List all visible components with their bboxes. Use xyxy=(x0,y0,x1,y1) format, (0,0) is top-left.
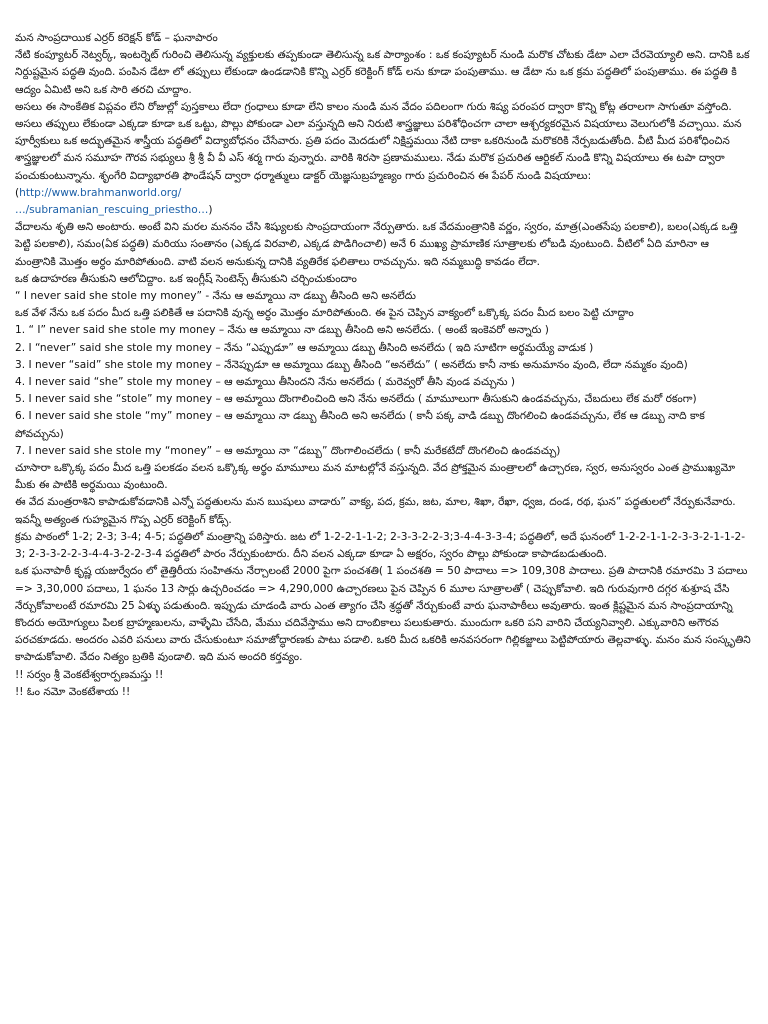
ghanapathi-paragraph: ఒక ఘనాపాఠీ కృష్ణ యజుర్వేదం లో తైత్తిరీయ సంహితను నేర్చాలంటే 2000 పైగా పంచశతి( 1 పంచశతి = 50 పాదాలు => 109,308 పాదాలు. ప్రతి పాదానికి రమారమి 3 పదాలు => 3,30,000 పదాలు, 1 ఘనం 13 సార్లు ఉచ్చరించడం => 4,290,000 ఉచ్చారణలు పైన చెప్పిన 6 మూల సూత్రాలతో ( చెప్పుకోవాలి. ఇది గురువుగారి దగ్గర శుశ్రూష చేసి నేర్చుకోవాలంటే రమారమి 25 ఏళ్ళు పడుతుంది. ఇప్పుడు చూడండి వారు ఎంత త్యాగం చేసి శ్రద్ధతో నేర్చుకుంటే వారు ఘనాపాఠీలు అవుతారు. ఇంత క్లిష్టమైన మన సాంప్రదాయాన్ని కొందరు అయోగ్యులు పిలక బ్రాహ్మణులను, వాళ్ళేమి చేసేది, మేము చదివేస్తాము అని దాంబికాలు పలుకుతారు. ముందుగా ఒకరి పని వారిని చేయ్యనివ్వాలి. ఎక్కువారిని అగౌరవ పరచకూడదు. అందరం ఎవరి పనులు వారు చేసుకుంటూ సమాజోద్ధారణకు పాటు పడాలి. ఒకరి మీద ఒకరికి అనవసరంగా గిల్లికజ్జాలు పెట్టిపోయారు తెల్లవాళ్ళు. మనం మన సంస్కృతిని కాపాడుకోవాలి. వేదం నిత్యం బ్రతికి వుండాలి. ఇది మన అందరి కర్తవ్యం. xyxy=(15,565,751,664)
example-item: 5. I never said she “stole” my money – ఆ అమ్మాయి దొంగాలించింది అని నేను అనలేదు ( మామూలుగా తీసుకుని ఉండవచ్చును, చేబదులు లేక మరో రకంగా) xyxy=(15,393,697,406)
krama-paragraph: క్రమ పాఠంలో 1-2; 2-3; 3-4; 4-5; పద్ధతిలో మంత్రాన్ని పఠిస్తారు. జట లో 1-2-2-1-1-2; 2-3-3-2-2-3;3-4-4-3-3-4; పద్ధతిలో, అదే ఘనంలో 1-2-2-1-1-2-3-3-2-1-1-2-3; 2-3-3-2-2-3-4-4-3-2-2-3-4 పద్ధతిలో పారం నేర్పుకుంటారు. దీని వలన ఎక్కడా కూడా ఏ అక్షరం, స్వరం పొల్లు పోకుండా కాపాడబడుతుంది. xyxy=(15,530,746,561)
methods-paragraph: ఈ వేద మంత్రరాశిని కాపాడుకోవడానికి ఎన్నో పద్ధతులను మన ఋషులు వాడారు” వాక్య, పద, క్రమ, జట, మాల, శిఖా, రేఖా, ధ్వజ, దండ, రథ, ఘన” పద్ధతులలో నేర్పుకునేవారు. ఇవన్నీ అత్యంత గుహ్యమైన గొప్ప ఎర్రర్ కరెక్టింగ్ కోడ్స్. xyxy=(15,496,736,526)
intro-paragraph: నేటి కంప్యూటర్ నెట్వర్క్, ఇంటర్నెట్ గురించి తెలిసున్న వ్యక్తులకు తప్పకుండా తెలిసున్న ఒక పార్యాంశం : ఒక కంప్యూటర్ నుండి మరొక చోటకు డేటా ఎలా చేరవెయ్యాలి అని. దానికి ఒక నిర్దుష్టమైన పద్ధతి వుంది. పంపిన డేటా లో తప్పులు లేకుండా ఉండడానికి కొన్ని ఎర్రర్ కరెక్టింగ్ కోడ్ లను కూడా పంపుతాము. ఆ డేటా ను ఒక క్రమ పద్ధతిలో పంపుతాము. ఈ పద్ధతి కి ఆద్యం ఏమిటి అని ఒక సారి తరచి చూద్దాం. xyxy=(15,49,750,96)
history-text: అసలు ఈ సాంకేతిక విప్లవం లేని రోజుల్లో పుస్తకాలు లేదా గ్రంధాలు కూడా లేని కాలం నుండి మన వేదం పదిలంగా గురు శిష్య పరంపర ద్వారా కొన్ని కోట్ల తరాలగా సాగుతూ వస్తోంది. అసలు తప్పులు లేకుండా ఎక్కడా కూడా ఒక ఒట్టు, పొల్లు పోకుండా ఎలా వస్తున్నది అని నిరుటి శాస్త్రజ్ఞులు పరిశోధించగా చాలా ఆశ్చర్యకరమైన విషయాలు వెలుగులోకి వచ్చాయి. మన పూర్వీకులు ఒక అద్భుతమైన శాస్త్రీయ పద్ధతిలో విద్యాబోధనం చేసేవారు. ప్రతి పదం మెదడులో నిక్షిప్తమయి నేటి దాకా ఒకరినుండి మరొకరికి నేర్పబడుతోంది. వీటి మీద పరిశోధించిన శాస్త్రజ్ఞులలో మన సమూహ గౌరవ సభ్యులు శ్రీ శ్రీ వీ వీ ఎస్ శర్మ గారు వున్నారు. వారికి శిరసా ప్రణామములు. నేడు మరొక ప్రచురిత ఆర్టికల్ నుండి కొన్ని విషయాలు ఈ టపా ద్వారా పంచుకుంటున్నాను. శృంగేరి విద్యాభారతి ఫౌండేషన్ ద్వారా ధర్మాత్ములు డాక్టర్ యెజ్ఞసుబ్రహ్మణ్యం గారు ప్రచురించిన ఈ పేపర్ నుండి విషయాలు: xyxy=(15,100,742,182)
example-item: 1. “ I” never said she stole my money – నేను ఆ అమ్మాయి నా డబ్బు తీసింది అని అనలేదు. ( అంటే ఇంకెవరో అన్నారు ) xyxy=(15,324,549,337)
source-link[interactable]: http://www.brahmanworld.org/ xyxy=(19,186,182,199)
example-item: 3. I never “said” she stole my money – నేనెప్పుడూ ఆ అమ్మాయి డబ్బు తీసింది “అనలేదు” ( అనలేదు కానీ నాకు అనుమానం వుంది, లేదా నమ్మకం వుంది) xyxy=(15,358,688,371)
document-title: మన సాంప్రదాయిక ఎర్రర్ కరెక్షన్ కోడ్ – ఘనాపారం xyxy=(15,32,218,44)
closing-line: !! ఓం నమో వెంకటేశాయ !! xyxy=(15,685,131,698)
closing-line: !! సర్వం శ్రీ వెంకటేశ్వరార్పణమస్తు !! xyxy=(15,668,164,681)
example-sentence: “ I never said she stole my money” - నేను ఆ అమ్మాయి నా డబ్బు తీసింది అని అనలేదు xyxy=(15,290,416,303)
example-item: 2. I “never” said she stole my money – నేను “ఎప్పుడూ” ఆ అమ్మాయి డబ్బు తీసింది అనలేదు ( ఇది సూటిగా అర్థమయ్యే వాడుక ) xyxy=(15,341,594,354)
example-item: 7. I never said she stole my “money” – ఆ అమ్మాయి నా “డబ్బు” దొంగాలించలేదు ( కానీ మరేకటేదో దొంగలించి ఉండవచ్చు) xyxy=(15,444,561,457)
example-item: 4. I never said “she” stole my money – ఆ అమ్మాయి తీసిందని నేను అనలేదు ( మరెవ్వరో తీసి వుండ వచ్చును ) xyxy=(15,376,515,389)
example-intro: ఒక ఉదాహరణ తీసుకుని ఆలోచిద్దాం. ఒక ఇంగ్లీష్ సెంటెన్స్ తీసుకుని చర్చించుకుందాం xyxy=(15,272,357,285)
conclusion-paragraph: చూసారా ఒక్కొక్క పదం మీద ఒత్తి పలకడం వలన ఒక్కొక్క అర్థం మామూలు మన మాటల్లోనే వస్తున్నది. వేద ప్రోక్తమైన మంత్రాలలో ఉచ్చారణ, స్వర, అనుస్వరం ఎంత ప్రాముఖ్యమో మీకు ఈ పాటికి అర్థమయి వుంటుంది. xyxy=(15,462,736,492)
source-link-path[interactable]: …/subramanian_rescuing_priestho… xyxy=(15,204,209,217)
stress-paragraph: ఒక వేళ నేను ఒక పదం మీద ఒత్తి పలికితే ఆ పదానికి వున్న అర్ధం మొత్తం మారిపోతుంది. ఈ పైన చెప్పిన వాక్యంలో ఒక్కొక్క పదం మీద బలం పెట్టి చూద్దాం xyxy=(15,307,634,320)
shruti-paragraph: వేదాలను శృతి అని అంటారు. అంటే విని మరల మననం చేసి శిష్యులకు సాంప్రదాయంగా నేర్పుతారు. ఒక వేదమంత్రానికి వర్ణం, స్వరం, మాత్ర(ఎంతసేపు పలకాలి), బలం(ఎక్కడ ఒత్తి పెట్టి పలకాలి), సమం(ఏక పద్ధతి) మరియు సంతానం (ఎక్కడ విరవాలి, ఎక్కడ పొడిగించాలి) అనే 6 ముఖ్య ప్రామాణిక సూత్రాలకు లోబడి వుంటుంది. వీటిలో ఏది మారినా ఆ మంత్రానికి మొత్తం అర్ధం మారిపోతుంది. వాటి వలన అనుకున్న దానికి వ్యతిరేక ఫలితాలు రావచ్చును. ఇది నమ్మబుద్ధి కావడం లేదా. xyxy=(15,221,738,268)
history-paragraph: అసలు ఈ సాంకేతిక విప్లవం లేని రోజుల్లో పుస్తకాలు లేదా గ్రంధాలు కూడా లేని కాలం నుండి మన వేదం పదిలంగా గురు శిష్య పరంపర ద్వారా కొన్ని కోట్ల తరాలగా సాగుతూ వస్తోంది. అసలు తప్పులు లేకుండా ఎక్కడా కూడా ఒక ఒట్టు, పొల్లు పోకుండా ఎలా వస్తున్నది అని నిరుటి శాస్త్రజ్ఞులు పరిశోధించగా చాలా ఆశ్చర్యకరమైన విషయాలు వెలుగులోకి వచ్చాయి. మన పూర్వీకులు ఒక అద్భుతమైన శాస్త్రీయ పద్ధతిలో విద్యాబోధనం చేసేవారు. ప్రతి పదం మెదడులో నిక్షిప్తమయి నేటి దాకా ఒకరినుండి మరొకరికి నేర్పబడుతోంది. వీటి మీద పరిశోధించిన శాస్త్రజ్ఞులలో మన సమూహ గౌరవ సభ్యులు శ్రీ శ్రీ వీ వీ ఎస్ శర్మ గారు వున్నారు. వారికి శిరసా ప్రణామములు. నేడు మరొక ప్రచురిత ఆర్టికల్ నుండి కొన్ని విషయాలు ఈ టపా ద్వారా పంచుకుంటున్నాను. శృంగేరి విద్యాభారతి ఫౌండేషన్ ద్వారా ధర్మాత్ములు డాక్టర్ యెజ్ఞసుబ్రహ్మణ్యం గారు ప్రచురించిన ఈ పేపర్ నుండి విషయాలు: (http://www.brahmanworld.org/ …/subramanian_rescuing_priestho…) xyxy=(15,100,742,217)
example-item: 6. I never said she stole “my” money – ఆ అమ్మాయి నా డబ్బు తీసింది అని అనలేదు ( కానీ పక్క వాడి డబ్బు దొంగలించి ఉండవచ్చును, లేక ఆ డబ్బు నాది కాక పోవచ్చును) xyxy=(15,410,705,440)
